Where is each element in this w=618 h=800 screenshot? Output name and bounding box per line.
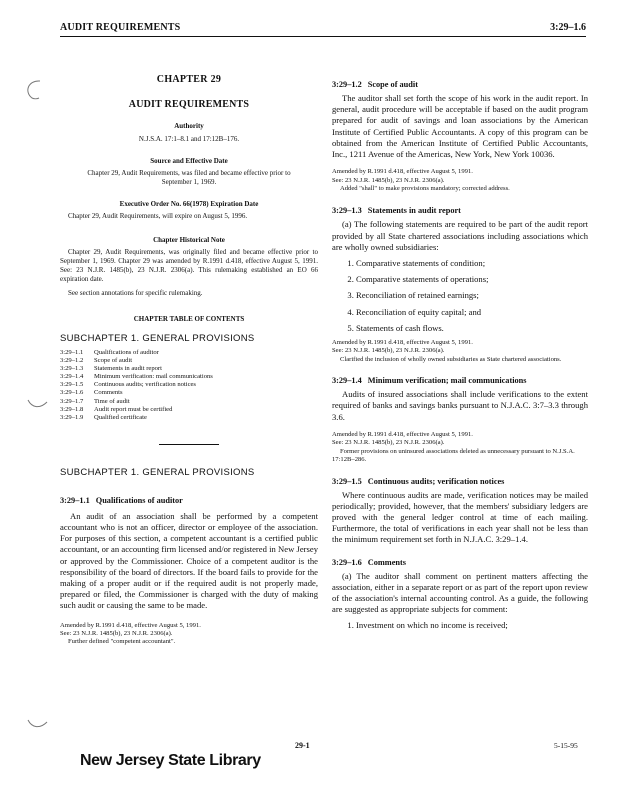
- list-item: 4. Reconciliation of equity capital; and: [356, 307, 588, 318]
- toc-entry[interactable]: 3:29–1.3 Statements in audit report: [60, 365, 162, 373]
- comments-list: [332, 620, 588, 631]
- toc-entry[interactable]: 3:29–1.1 Qualifications of auditor: [60, 349, 159, 356]
- section-notes-1-4: Amended by R.1991 d.418, effective August 5, 1991. See: 23 N.J.R. 1485(b), 23 N.J.R. 2306(a). Former provisions on uninsured associations deleted as unnecessary pursuant to N.J.S.A. 17:12B–286.: [332, 430, 575, 464]
- table-of-contents: [60, 349, 318, 422]
- toc-subchapter: SUBCHAPTER 1. GENERAL PROVISIONS: [60, 333, 255, 344]
- list-item: 3. Reconciliation of retained earnings;: [356, 290, 588, 301]
- page-number: 29-1: [295, 741, 310, 750]
- historical-note-text: Chapter 29, Audit Requirements, was originally filed and became effective prior to September 1, 1969. Chapter 29 was amended by R.1991 d.418, effective August 5, 1991. See: 23 N.J.R. 1485(b), 23 N.J.R. 2306(a). This rulemaking established an EO 66 expiration date.: [60, 248, 318, 283]
- right-column: [332, 80, 588, 637]
- exec-order-text: Chapter 29, Audit Requirements, will expire on August 5, 1996.: [68, 212, 248, 220]
- section-heading-1-2: 3:29–1.2 Scope of audit: [332, 80, 418, 89]
- section-heading-1-3: 3:29–1.3 Statements in audit report: [332, 206, 461, 216]
- toc-entry[interactable]: 3:29–1.7 Time of audit: [60, 397, 130, 405]
- chapter-title: AUDIT REQUIREMENTS: [128, 99, 250, 110]
- toc-heading: CHAPTER TABLE OF CONTENTS: [133, 315, 245, 323]
- section-body-1-4: Audits of insured associations shall include verifications to the extent required of banks and savings banks pursuant to N.J.A.C. 3:7–3.3 through 3.6.: [332, 389, 588, 422]
- punch-hole-mark: [26, 716, 50, 732]
- list-item: 1. Investment on which no income is received;: [356, 620, 588, 631]
- chapter-number: CHAPTER 29: [156, 74, 222, 85]
- punch-hole-mark: [26, 396, 50, 412]
- section-notes-1-3: Amended by R.1991 d.418, effective August 5, 1991. See: 23 N.J.R. 1485(b), 23 N.J.R. 2306(a). Clarified the inclusion of wholly owned subsidiaries as State chartered associations.: [332, 339, 562, 363]
- exec-order-heading: Executive Order No. 66(1978) Expiration Date: [119, 200, 259, 208]
- subchapter-heading: SUBCHAPTER 1. GENERAL PROVISIONS: [60, 466, 255, 478]
- section-heading-1-4: 3:29–1.4 Minimum verification; mail communications: [332, 376, 527, 386]
- historical-note-heading: Chapter Historical Note: [153, 236, 225, 244]
- section-heading-1-1: 3:29–1.1 Qualifications of auditor: [60, 495, 183, 505]
- library-stamp: New Jersey State Library: [80, 752, 261, 769]
- statements-list: [332, 258, 588, 334]
- running-header: [60, 20, 586, 37]
- toc-entry[interactable]: 3:29–1.4 Minimum verification: mail communications: [60, 373, 213, 381]
- section-body-1-6: (a) The auditor shall comment on pertinent matters affecting the association, either in a separate report or as part of the report upon review of the association's internal accounting control. As a guide, the following are suggested as appropriate subjects for comment:: [332, 570, 588, 615]
- section-notes-1-2: Amended by R.1991 d.418, effective August 5, 1991. See: 23 N.J.R. 1485(b), 23 N.J.R. 2306(a). Added "shall" to make provisions mandatory; corrected address.: [332, 168, 510, 193]
- section-notes-1-1: Amended by R.1991 d.418, effective August 5, 1991. See: 23 N.J.R. 1485(b), 23 N.J.R. 2306(a). Further defined "competent accountant".: [60, 621, 201, 646]
- toc-entry[interactable]: 3:29–1.2 Scope of audit: [60, 357, 133, 365]
- see-annotations-text: See section annotations for specific rulemaking.: [68, 289, 203, 297]
- list-item: 1. Comparative statements of condition;: [356, 258, 588, 269]
- source-heading: Source and Effective Date: [150, 157, 228, 165]
- authority-text: N.J.S.A. 17:1–8.1 and 17:12B–176.: [138, 135, 240, 143]
- punch-hole-mark: [22, 78, 46, 102]
- left-column: [60, 74, 318, 647]
- list-item: 5. Statements of cash flows.: [356, 323, 588, 334]
- supplement-date: 5-15-95: [554, 741, 578, 750]
- list-item: 2. Comparative statements of operations;: [356, 274, 588, 285]
- section-intro-1-3: (a) The following statements are required to be part of the audit report provided by all State chartered associations including associations which are wholly owned subsidiaries:: [332, 219, 588, 252]
- source-text: Chapter 29, Audit Requirements, was filed and became effective prior to September 1, 1969.: [87, 169, 291, 186]
- section-divider: [159, 444, 219, 445]
- toc-entry[interactable]: 3:29–1.8 Audit report must be certified: [60, 405, 173, 413]
- section-body-1-5: Where continuous audits are made, verification notices may be mailed periodically; provided, however, that the members' subsidiary ledgers are proved with the general ledger control at time of each mailing. Furthermore, the total of verifications in each year shall not be less than the minimum requirement set forth in N.J.A.C. 3:29–1.4.: [332, 489, 588, 545]
- authority-heading: Authority: [174, 122, 204, 130]
- toc-entry[interactable]: 3:29–1.5 Continuous audits; verification notices: [60, 381, 197, 389]
- section-body-1-2: The auditor shall set forth the scope of his work in the audit report. In general, audit procedure will be acceptable if based on the audit program prepared for audit of savings and loan associations by the American Institute of Certified Public Accountants. A copy of this program can be obtained from the American Institute of Certified Public Accountants, Inc., 1211 Avenue of the Americas, New York, New York 10036.: [332, 93, 588, 160]
- toc-entry[interactable]: 3:29–1.6 Comments: [60, 389, 123, 397]
- section-body-1-1: An audit of an association shall be performed by a competent accountant who is not an officer, director or employee of the association. For purposes of this section, a competent accountant is a certified public accountant, or an accounting firm licensed and/or registered in New Jersey or approved by the Commissioner. Choice of a competent auditor is the responsibility of the board of directors. If the board fails to provide for the making of a proper audit or if the required audit is not properly made, prepared or filed, the Commissioner is charged with the duty of making such audit or causing the same to be made.: [60, 510, 318, 611]
- section-heading-1-6: 3:29–1.6 Comments: [332, 557, 406, 567]
- header-section-number: 3:29–1.6: [550, 22, 586, 33]
- header-title: AUDIT REQUIREMENTS: [60, 22, 181, 33]
- section-heading-1-5: 3:29–1.5 Continuous audits; verification notices: [332, 476, 505, 486]
- toc-entry[interactable]: 3:29–1.9 Qualified certificate: [60, 413, 147, 421]
